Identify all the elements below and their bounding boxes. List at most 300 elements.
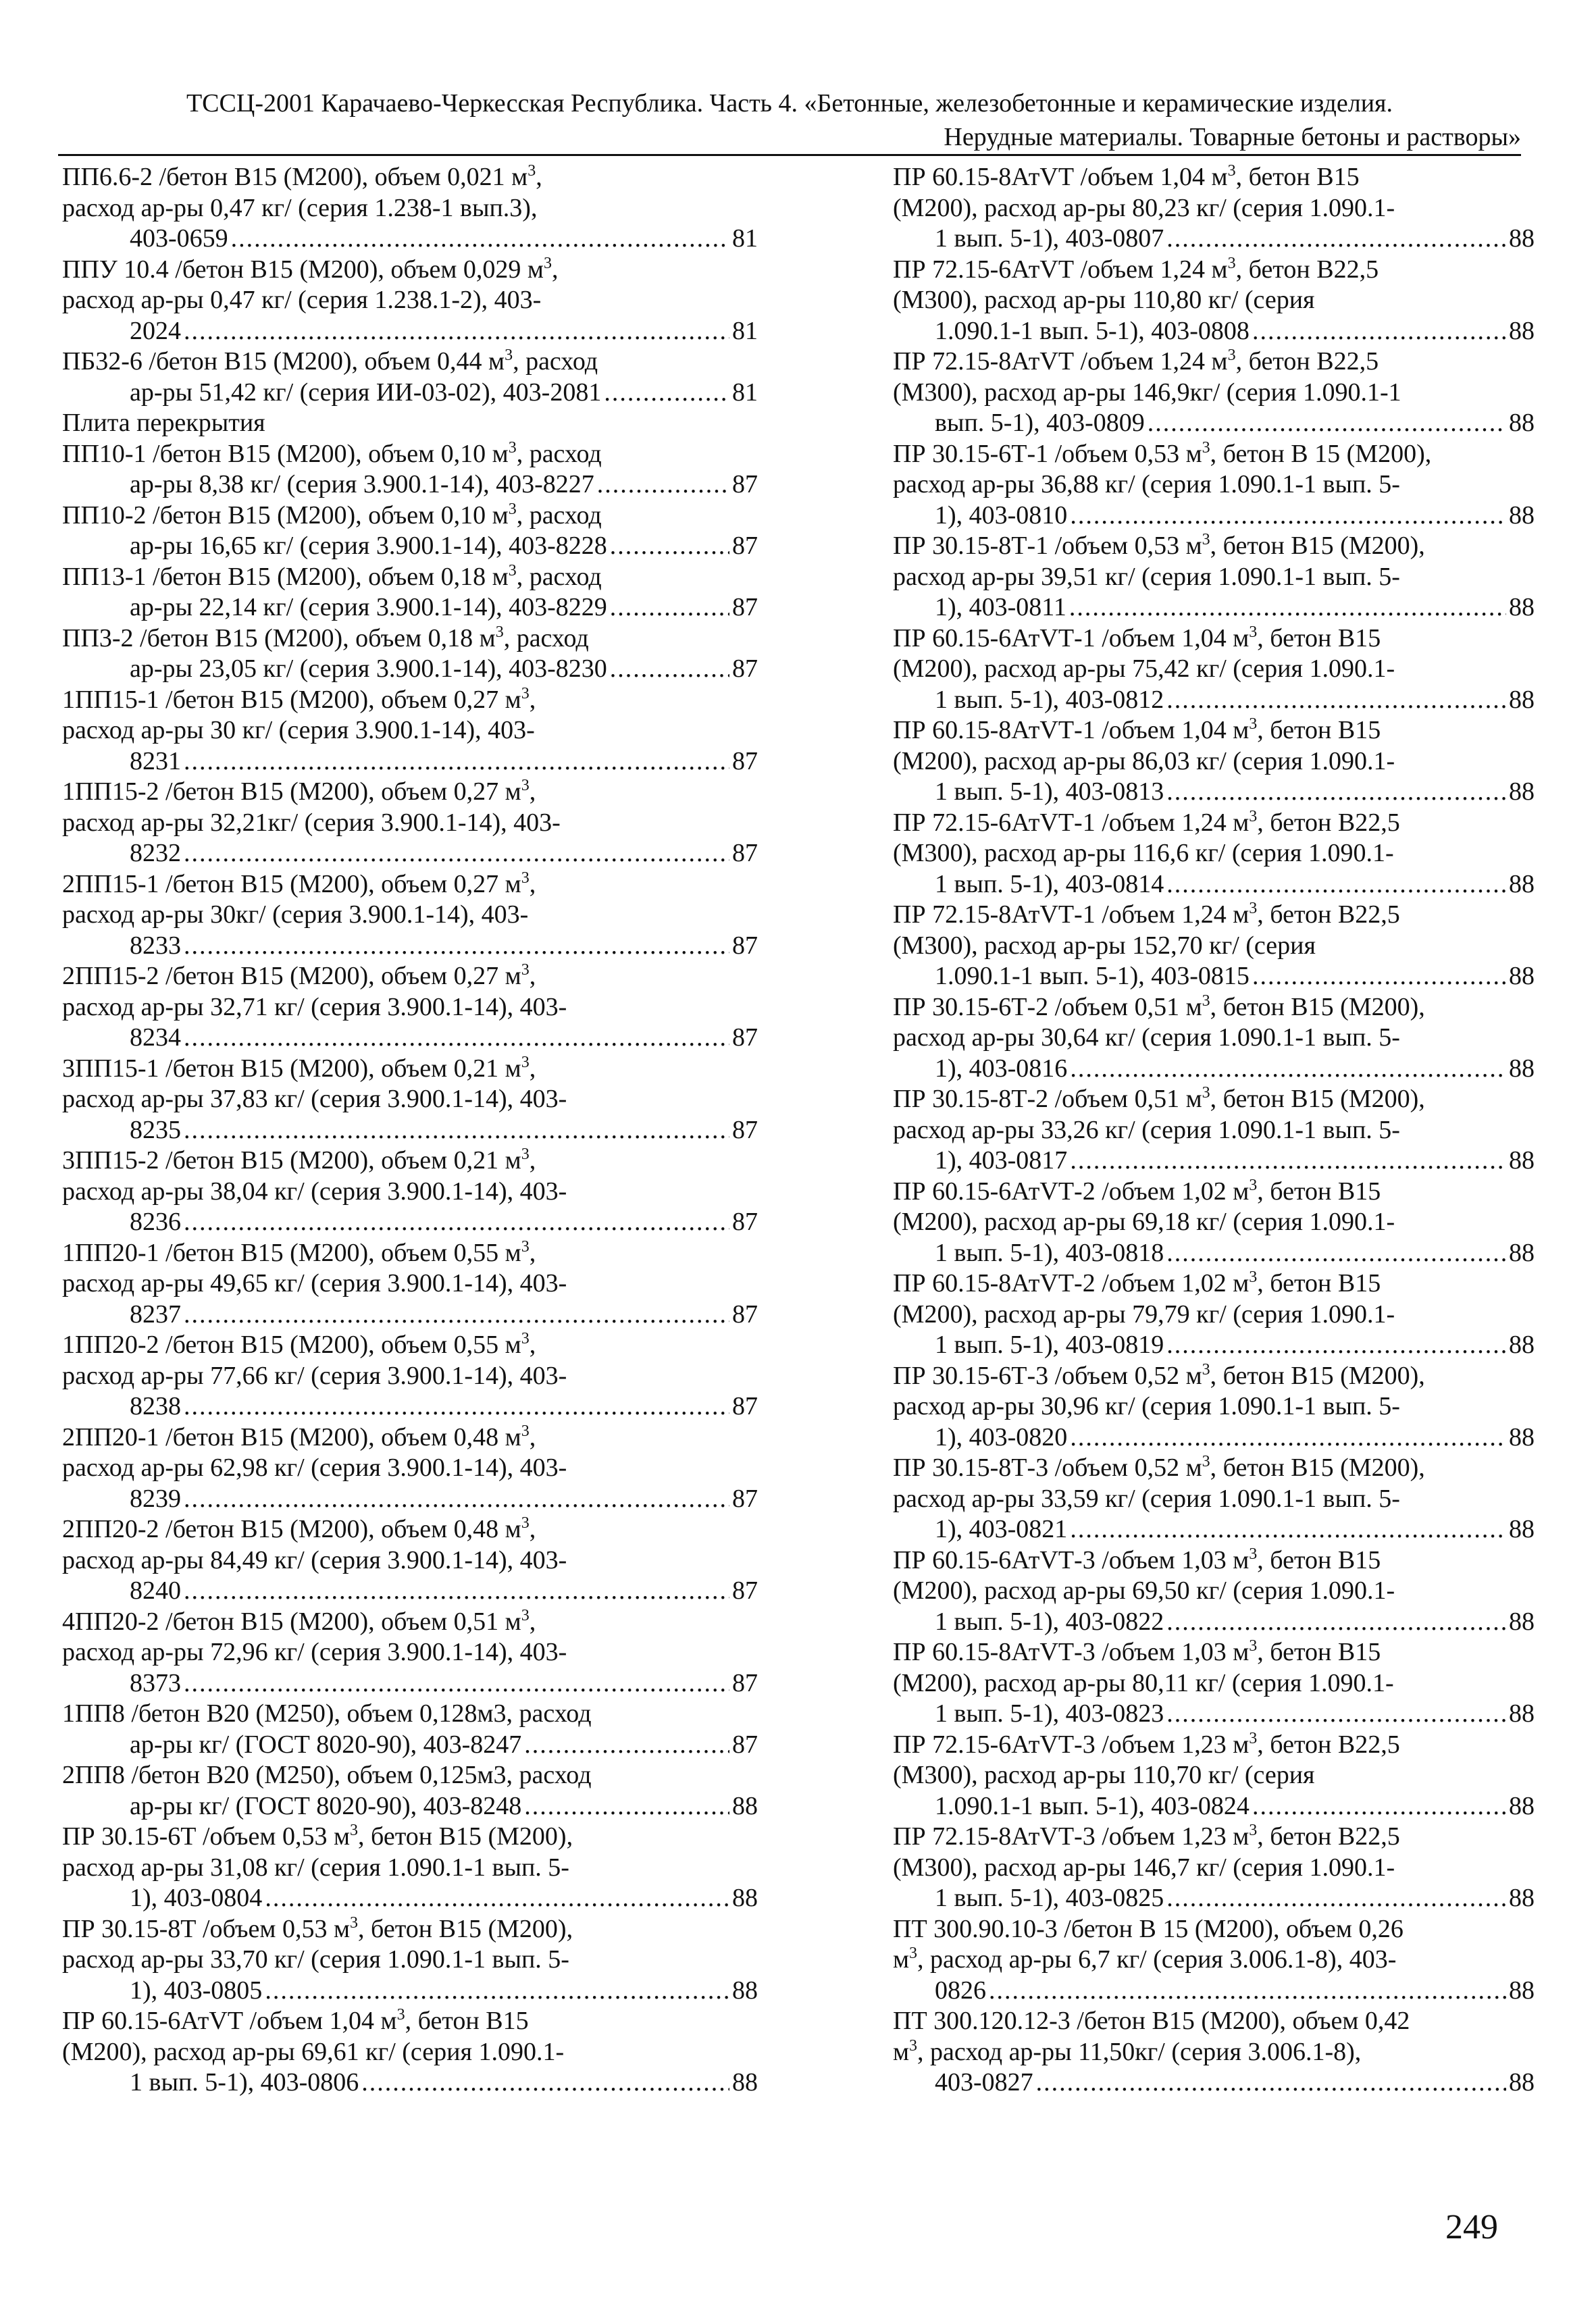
entry-last-line [130,1115,758,1146]
entry-last-line [130,1668,758,1699]
entry-text-line: (М200), расход ар-ры 79,79 кг/ (серия 1.090.1- [893,1300,1395,1329]
entry-code: ар-ры 51,42 кг/ (серия ИИ-03-02), 403-2081 [130,378,602,407]
entry-last-line [935,1791,1535,1822]
header-line-2: Нерудные материалы. Товарные бетоны и растворы» [944,123,1521,151]
dot-leader [610,654,729,685]
index-entry [62,961,758,1054]
dot-leader [184,1115,729,1146]
entry-page-ref: 87 [732,1668,758,1697]
entry-text-line: ПР 30.15-8Т-1 /объем 0,53 $м^3$, бетон B15 (М200), [893,531,1425,560]
dot-leader [1166,1699,1506,1730]
dot-leader [1070,1514,1506,1545]
entry-last-line [935,1607,1535,1638]
entry-text-line: ПП3-2 /бетон B15 (М200), объем 0,18 $м^3$, расход [62,623,589,652]
index-entry [62,685,758,777]
entry-text-line: ПП10-2 /бетон B15 (М200), объем 0,10 $м^3$, расход [62,500,602,530]
entry-text-line: (М200), расход ар-ры 69,61 кг/ (серия 1.090.1- [62,2037,565,2066]
entry-code: 8240 [130,1576,181,1605]
dot-leader [184,1207,729,1238]
entry-code: 8231 [130,746,181,775]
entry-code: 1), 403-0820 [935,1422,1068,1451]
entry-last-line [130,2067,758,2099]
index-entry [893,900,1535,992]
entry-text-line: ПР 30.15-6Т-1 /объем 0,53 $м^3$, бетон B 15 (М200), [893,438,1432,468]
entry-text-line: ПР 60.15-8АтVТ /объем 1,04 $м^3$, бетон B15 [893,162,1360,191]
entry-page-ref: 87 [732,839,758,867]
entry-last-line [935,1883,1535,1914]
entry-page-ref: 81 [732,378,758,407]
entry-text-line: ПП6.6-2 /бетон B15 (М200), объем 0,021 $м^3$, [62,162,542,191]
index-entry [62,1699,758,1760]
entry-last-line [130,746,758,777]
entry-code: ар-ры 8,38 кг/ (серия 3.900.1-14), 403-8227 [130,470,594,498]
entry-text-line: 1ПП15-1 /бетон B15 (М200), объем 0,27 $м^3$, [62,684,536,714]
entry-text-line: ПР 72.15-8АтVТ /объем 1,24 $м^3$, бетон B22,5 [893,346,1379,376]
dot-leader [1166,685,1506,716]
dot-leader [184,838,729,869]
dot-leader [184,1300,729,1331]
entry-text-line: ПР 72.15-8АтVТ-3 /объем 1,23 $м^3$, бетон B22,5 [893,1822,1400,1851]
entry-last-line [130,592,758,623]
entry-last-line [130,378,758,409]
entry-text-line: ПР 72.15-8АтVТ-1 /объем 1,24 $м^3$, бетон B22,5 [893,900,1400,929]
entry-code: 1.090.1-1 вып. 5-1), 403-0815 [935,962,1250,990]
entry-text-line: (М200), расход ар-ры 69,18 кг/ (серия 1.090.1- [893,1208,1395,1236]
entry-text-line: расход ар-ры 32,21кг/ (серия 3.900.1-14), 403- [62,808,561,837]
entry-page-ref: 88 [1509,685,1535,714]
entry-last-line [935,1514,1535,1545]
index-entry [893,1545,1535,1638]
dot-leader [1166,869,1506,900]
dot-leader [1070,1422,1506,1454]
header-rule [58,154,1521,156]
entry-code: 1), 403-0811 [935,593,1066,621]
entry-text-line: ПР 60.15-6АтVТ /объем 1,04 $м^3$, бетон B15 [62,2006,529,2035]
entry-text-line: 2ПП8 /бетон B20 (М250), объем 0,125м3, расход [62,1761,592,1789]
dot-leader [184,316,729,347]
entry-last-line [130,1023,758,1054]
entry-page-ref: 88 [1509,1791,1535,1820]
entry-code: 1 вып. 5-1), 403-0819 [935,1331,1164,1359]
dot-leader [1036,2067,1506,2099]
entry-text-line: $м^3$, расход ар-ры 11,50кг/ (серия 3.006.1-8), [893,2036,1362,2066]
entry-text-line: расход ар-ры 84,49 кг/ (серия 3.900.1-14), 403- [62,1545,567,1574]
entry-code: 1 вып. 5-1), 403-0812 [935,685,1164,714]
entry-text-line: ПТ 300.120.12-3 /бетон B15 (М200), объем 0,42 [893,2007,1410,2035]
dot-leader [184,1023,729,1054]
entry-page-ref: 88 [1509,500,1535,530]
index-entry [893,1730,1535,1822]
entry-code: ар-ры 23,05 кг/ (серия 3.900.1-14), 403-8230 [130,654,607,683]
entry-page-ref: 87 [732,654,758,683]
entry-last-line [130,469,758,500]
entry-last-line [130,531,758,562]
entry-text-line: расход ар-ры 0,47 кг/ (серия 1.238.1-2), 403- [62,286,542,314]
entry-page-ref: 88 [1509,1976,1535,2005]
dot-leader [524,1730,729,1761]
index-entry [62,2006,758,2099]
entry-text-line: расход ар-ры 77,66 кг/ (серия 3.900.1-14), 403- [62,1361,567,1390]
index-entry [893,1914,1535,2007]
entry-last-line [130,316,758,347]
dot-leader [1166,777,1506,808]
entry-text-line: ПР 60.15-6АтVТ-3 /объем 1,03 $м^3$, бетон B15 [893,1545,1381,1574]
dot-leader [184,1391,729,1422]
running-header [58,86,1521,154]
index-entry [893,992,1535,1085]
entry-page-ref: 87 [732,1730,758,1759]
entry-text-line: ПТ 300.90.10-3 /бетон B 15 (М200), объем 0,26 [893,1914,1404,1943]
entry-page-ref: 88 [1509,869,1535,898]
entry-page-ref: 88 [1509,409,1535,437]
dot-leader [1166,1330,1506,1361]
entry-page-ref: 88 [1509,1331,1535,1359]
dot-leader [1252,316,1506,347]
entry-code: 8373 [130,1668,181,1697]
entry-text-line: расход ар-ры 33,70 кг/ (серия 1.090.1-1 вып. 5- [62,1945,569,1974]
entry-page-ref: 88 [1509,1607,1535,1636]
entry-page-ref: 81 [732,224,758,253]
entry-page-ref: 88 [1509,1884,1535,1912]
entry-page-ref: 87 [732,931,758,960]
index-entry [893,346,1535,439]
entry-text-line: расход ар-ры 62,98 кг/ (серия 3.900.1-14), 403- [62,1454,567,1482]
entry-code: 1 вып. 5-1), 403-0822 [935,1607,1164,1636]
entry-code: 403-0827 [935,2068,1033,2097]
entry-code: 1 вып. 5-1), 403-0825 [935,1884,1164,1912]
entry-code: ар-ры 22,14 кг/ (серия 3.900.1-14), 403-8229 [130,593,607,621]
entry-page-ref: 88 [1509,1422,1535,1451]
entry-text-line: ПР 60.15-6АтVТ-1 /объем 1,04 $м^3$, бетон B15 [893,623,1381,652]
index-entry [62,1238,758,1331]
entry-text-line: 2ПП15-1 /бетон B15 (М200), объем 0,27 $м^3$, [62,869,536,898]
entry-last-line [935,685,1535,716]
entry-page-ref: 87 [732,1115,758,1144]
entry-last-line [935,224,1535,255]
entry-text-line: (М200), расход ар-ры 75,42 кг/ (серия 1.090.1- [893,654,1395,683]
entry-text-line: 4ПП20-2 /бетон B15 (М200), объем 0,51 $м^3$, [62,1606,536,1636]
dot-leader [1069,592,1506,623]
entry-text-line: расход ар-ры 37,83 кг/ (серия 3.900.1-14), 403- [62,1085,567,1113]
entry-last-line [130,931,758,962]
index-entry [62,1146,758,1238]
entry-last-line [130,1207,758,1238]
entry-text-line: ПР 72.15-6АтVТ-1 /объем 1,24 $м^3$, бетон B22,5 [893,807,1400,837]
entry-code: 1 вып. 5-1), 403-0814 [935,869,1164,898]
entry-text-line: 1ПП8 /бетон B20 (М250), объем 0,128м3, расход [62,1699,592,1728]
entry-code: 1), 403-0817 [935,1146,1068,1175]
index-entry [62,1760,758,1822]
entry-last-line [935,1330,1535,1361]
entry-last-line [130,1883,758,1914]
index-entry [893,1084,1535,1177]
entry-text-line: ПБ32-6 /бетон B15 (М200), объем 0,44 $м^3$, расход [62,346,598,376]
entry-text-line: ПР 30.15-8Т-3 /объем 0,52 $м^3$, бетон B15 (М200), [893,1453,1425,1482]
dot-leader [1252,961,1506,992]
index-entry [62,162,758,255]
entry-text-line: ПР 60.15-6АтVТ-2 /объем 1,02 $м^3$, бетон B15 [893,1176,1381,1206]
entry-page-ref: 88 [1509,777,1535,806]
entry-text-line: ПР 30.15-8Т /объем 0,53 $м^3$, бетон B15 (М200), [62,1913,573,1943]
entry-text-line: 1ПП20-2 /бетон B15 (М200), объем 0,55 $м^3$, [62,1330,536,1359]
dot-leader [184,931,729,962]
entry-last-line [935,1422,1535,1454]
entry-text-line: (М200), расход ар-ры 80,23 кг/ (серия 1.090.1- [893,193,1395,222]
dot-leader [610,592,729,623]
dot-leader [1148,408,1506,439]
index-entry [893,2006,1535,2099]
entry-last-line [935,592,1535,623]
entry-last-line [935,500,1535,532]
entry-text-line: расход ар-ры 33,59 кг/ (серия 1.090.1-1 вып. 5- [893,1484,1400,1513]
entry-last-line [935,1238,1535,1269]
index-entry [893,715,1535,808]
entry-code: 8239 [130,1484,181,1513]
entry-page-ref: 87 [732,1484,758,1513]
entry-text-line: расход ар-ры 38,04 кг/ (серия 3.900.1-14), 403- [62,1177,567,1206]
entry-code: ар-ры кг/ (ГОСТ 8020-90), 403-8247 [130,1730,522,1759]
entry-text-line: ПР 60.15-8АтVТ-2 /объем 1,02 $м^3$, бетон B15 [893,1268,1381,1297]
entry-text-line: ПР 60.15-8АтVТ-1 /объем 1,04 $м^3$, бетон B15 [893,715,1381,744]
dot-leader [524,1791,729,1822]
dot-leader [265,1976,729,2007]
page-number: 249 [1445,2208,1498,2246]
index-entry [62,1054,758,1146]
entry-text-line: (М300), расход ар-ры 146,7 кг/ (серия 1.090.1- [893,1853,1395,1882]
dot-leader [989,1976,1506,2007]
index-entry [62,1607,758,1699]
entry-text-line: ПП13-1 /бетон B15 (М200), объем 0,18 $м^3$, расход [62,561,602,591]
entry-last-line [935,1054,1535,1085]
entry-code: 1), 403-0805 [130,1976,263,2005]
entry-page-ref: 88 [1509,593,1535,621]
entry-page-ref: 87 [732,532,758,560]
dot-leader [1070,1054,1506,1085]
entry-page-ref: 88 [1509,1515,1535,1543]
entry-text-line: 2ПП20-2 /бетон B15 (М200), объем 0,48 $м^3$, [62,1514,536,1543]
entry-text-line: расход ар-ры 30кг/ (серия 3.900.1-14), 403- [62,900,529,929]
index-entry [893,1453,1535,1545]
entry-last-line [935,869,1535,900]
index-entry [893,1637,1535,1730]
entry-page-ref: 87 [732,593,758,621]
entry-code: 1 вып. 5-1), 403-0807 [935,224,1164,253]
entry-text-line: (М300), расход ар-ры 116,6 кг/ (серия 1.090.1- [893,839,1394,867]
entry-code: 2024 [130,316,181,345]
entry-code: 0826 [935,1976,986,2005]
header-line-1: ТССЦ-2001 Карачаево-Черкесская Республика. Часть 4. «Бетонные, железобетонные и керамические изделия. [186,89,1393,118]
index-entry [62,1330,758,1422]
index-entry [62,777,758,869]
dot-leader [184,1576,729,1607]
entry-code: 1 вып. 5-1), 403-0813 [935,777,1164,806]
entry-code: ар-ры кг/ (ГОСТ 8020-90), 403-8248 [130,1791,522,1820]
dot-leader [610,531,729,562]
entry-text-line: ПР 72.15-6АтVТ-3 /объем 1,23 $м^3$, бетон B22,5 [893,1729,1400,1759]
entry-text-line: ПР 72.15-6АтVТ /объем 1,24 $м^3$, бетон B22,5 [893,254,1379,284]
entry-last-line [130,1730,758,1761]
entry-page-ref: 88 [1509,224,1535,253]
entry-text-line: расход ар-ры 32,71 кг/ (серия 3.900.1-14), 403- [62,992,567,1021]
index-entry [893,531,1535,623]
entry-page-ref: 81 [732,316,758,345]
entry-code: 1.090.1-1 вып. 5-1), 403-0808 [935,316,1250,345]
entry-text-line: расход ар-ры 30,96 кг/ (серия 1.090.1-1 вып. 5- [893,1392,1400,1420]
entry-last-line [935,316,1535,347]
entry-last-line [130,1576,758,1607]
entry-text-line: 1ПП20-1 /бетон B15 (М200), объем 0,55 $м^3$, [62,1237,536,1267]
entry-code: 403-0659 [130,224,228,253]
entry-last-line [130,654,758,685]
entry-page-ref: 87 [732,1392,758,1420]
index-entry [62,1422,758,1515]
entry-text-line: (М300), расход ар-ры 146,9кг/ (серия 1.090.1-1 [893,378,1401,407]
entry-page-ref: 87 [732,1576,758,1605]
entry-code: 8238 [130,1392,181,1420]
dot-leader [231,224,729,255]
index-entry [62,623,758,685]
entry-text-line: ПР 30.15-8Т-2 /объем 0,51 $м^3$, бетон B15 (М200), [893,1084,1425,1113]
dot-leader [597,469,729,500]
index-entry [893,808,1535,900]
entry-last-line [935,1699,1535,1730]
entry-last-line [935,777,1535,808]
entry-page-ref: 88 [1509,962,1535,990]
entry-text-line: расход ар-ры 49,65 кг/ (серия 3.900.1-14), 403- [62,1269,567,1297]
entry-last-line [130,1484,758,1515]
entry-page-ref: 88 [1509,316,1535,345]
entry-code: 1), 403-0816 [935,1054,1068,1083]
dot-leader [1166,1883,1506,1914]
entry-text-line: расход ар-ры 31,08 кг/ (серия 1.090.1-1 вып. 5- [62,1853,569,1882]
entry-text-line: 2ПП20-1 /бетон B15 (М200), объем 0,48 $м^3$, [62,1422,536,1451]
index-entry [62,1822,758,1914]
index-entry [62,255,758,347]
entry-page-ref: 88 [1509,1699,1535,1728]
entry-page-ref: 87 [732,1300,758,1329]
index-entry [62,439,758,500]
entry-page-ref: 88 [1509,1054,1535,1083]
entry-last-line [130,1300,758,1331]
entry-text-line: расход ар-ры 30,64 кг/ (серия 1.090.1-1 вып. 5- [893,1023,1400,1052]
entry-text-line: ПР 30.15-6Т-3 /объем 0,52 $м^3$, бетон B15 (М200), [893,1360,1425,1390]
entry-code: 1.090.1-1 вып. 5-1), 403-0824 [935,1791,1250,1820]
dot-leader [361,2067,729,2099]
entry-text-line: ППУ 10.4 /бетон B15 (М200), объем 0,029 $м^3$, [62,254,559,284]
entry-page-ref: 87 [732,470,758,498]
entry-code: 1 вып. 5-1), 403-0818 [935,1238,1164,1267]
entry-code: 8233 [130,931,181,960]
entry-code: 1), 403-0810 [935,500,1068,530]
entry-page-ref: 87 [732,1208,758,1236]
entry-code: 8236 [130,1208,181,1236]
index-entry [893,1177,1535,1269]
entry-text-line: (М300), расход ар-ры 152,70 кг/ (серия [893,931,1316,960]
entry-page-ref: 88 [732,2068,758,2097]
index-entry [62,869,758,962]
entry-page-ref: 87 [732,746,758,775]
dot-leader [1166,1607,1506,1638]
dot-leader [604,378,729,409]
entry-page-ref: 88 [1509,1238,1535,1267]
entry-last-line [130,838,758,869]
entry-code: 1), 403-0804 [130,1884,263,1912]
entry-text-line: расход ар-ры 0,47 кг/ (серия 1.238-1 вып.3), [62,193,538,222]
entry-code: вып. 5-1), 403-0809 [935,409,1145,437]
index-entry [62,1914,758,2007]
entry-last-line [935,408,1535,439]
dot-leader [1166,224,1506,255]
entry-code: 1 вып. 5-1), 403-0823 [935,1699,1164,1728]
dot-leader [184,1484,729,1515]
entry-text-line: (М200), расход ар-ры 80,11 кг/ (серия 1.090.1- [893,1668,1394,1697]
entry-text-line: 1ПП15-2 /бетон B15 (М200), объем 0,27 $м^3$, [62,777,536,806]
entry-code: 8237 [130,1300,181,1329]
entry-code: 8234 [130,1023,181,1052]
entry-text-line: расход ар-ры 36,88 кг/ (серия 1.090.1-1 вып. 5- [893,470,1400,498]
entry-text-line: расход ар-ры 30 кг/ (серия 3.900.1-14), 403- [62,716,535,744]
dot-leader [1070,1146,1506,1177]
entry-text-line: ПР 30.15-6Т-2 /объем 0,51 $м^3$, бетон B15 (М200), [893,992,1425,1021]
index-entry [893,623,1535,716]
entry-last-line [130,224,758,255]
entry-text-line: 3ПП15-2 /бетон B15 (М200), объем 0,21 $м^3$, [62,1146,536,1175]
index-entry [893,255,1535,347]
entry-last-line [130,1391,758,1422]
entry-text-line: расход ар-ры 72,96 кг/ (серия 3.900.1-14), 403- [62,1638,567,1666]
index-entry [893,162,1535,255]
index-entry [62,500,758,562]
entry-code: 8235 [130,1115,181,1144]
entry-text-line: расход ар-ры 33,26 кг/ (серия 1.090.1-1 вып. 5- [893,1115,1400,1144]
entry-last-line [130,1791,758,1822]
entry-page-ref: 88 [1509,2068,1535,2097]
index-entry [62,562,758,623]
index-entry [62,1514,758,1607]
entry-text-line: (М300), расход ар-ры 110,80 кг/ (серия [893,286,1315,314]
entry-code: 8232 [130,839,181,867]
entry-text-line: 3ПП15-1 /бетон B15 (М200), объем 0,21 $м^3$, [62,1053,536,1083]
dot-leader [1070,500,1506,532]
entry-text-line: расход ар-ры 39,51 кг/ (серия 1.090.1-1 вып. 5- [893,562,1400,591]
entry-last-line [935,2067,1535,2099]
index-entry [893,1268,1535,1361]
right-column [893,162,1535,2099]
index-section-heading: Плита перекрытия [62,409,265,437]
dot-leader [265,1883,729,1914]
dot-leader [1166,1238,1506,1269]
entry-code: ар-ры 16,65 кг/ (серия 3.900.1-14), 403-8228 [130,532,607,560]
entry-last-line [935,1976,1535,2007]
index-entry [893,439,1535,532]
entry-text-line: ПР 60.15-8АтVТ-3 /объем 1,03 $м^3$, бетон B15 [893,1637,1381,1666]
entry-text-line: ПР 30.15-6Т /объем 0,53 $м^3$, бетон B15 (М200), [62,1822,573,1851]
entry-last-line [130,1976,758,2007]
entry-page-ref: 88 [732,1791,758,1820]
entry-code: 1), 403-0821 [935,1515,1068,1543]
dot-leader [184,1668,729,1699]
entry-page-ref: 88 [1509,1146,1535,1175]
index-entry [893,1822,1535,1914]
entry-last-line [935,961,1535,992]
entry-text-line: (М300), расход ар-ры 110,70 кг/ (серия [893,1761,1315,1789]
entry-page-ref: 88 [732,1976,758,2005]
entry-code: 1 вып. 5-1), 403-0806 [130,2068,359,2097]
entry-text-line: $м^3$, расход ар-ры 6,7 кг/ (серия 3.006.1-8), 403- [893,1945,1397,1974]
dot-leader [1252,1791,1506,1822]
index-entry [893,1361,1535,1454]
entry-text-line: (М200), расход ар-ры 86,03 кг/ (серия 1.090.1- [893,746,1395,775]
